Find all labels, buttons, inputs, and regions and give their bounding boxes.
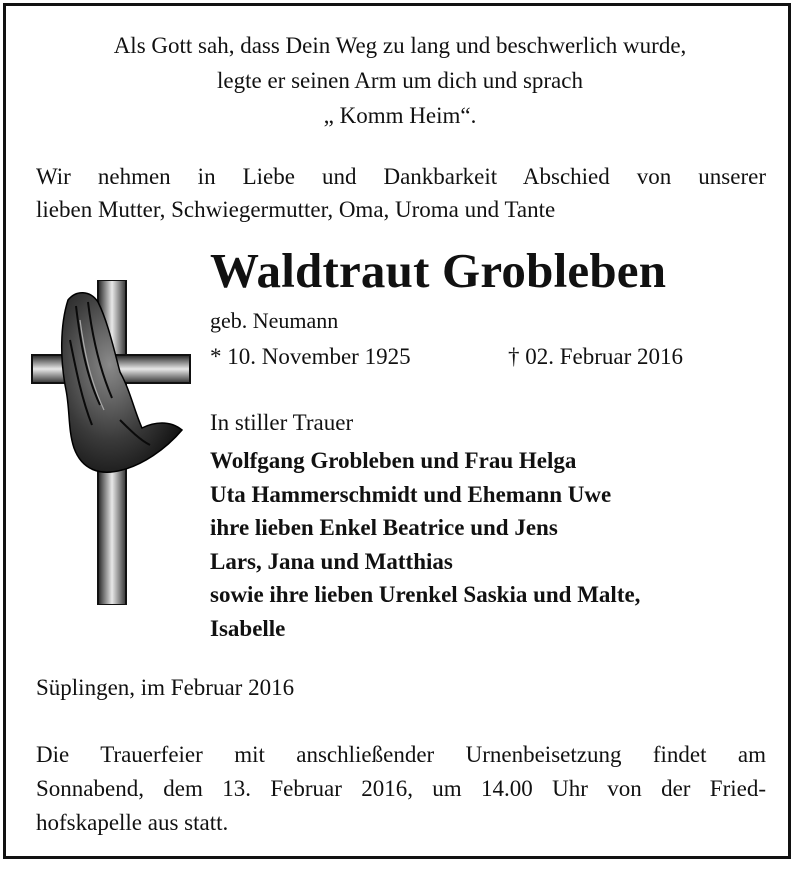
cross-with-praying-hands-icon xyxy=(30,280,195,605)
mourner-line: Uta Hammerschmidt und Ehemann Uwe xyxy=(210,481,612,507)
mourner-line: Wolfgang Grobleben und Frau Helga xyxy=(210,448,577,473)
mourner-line: Isabelle xyxy=(210,615,286,641)
funeral-line: Die Trauerfeier mit anschließender Urnenbeisetzung findet am xyxy=(36,742,766,767)
maiden-name: geb. Neumann xyxy=(210,308,339,333)
mourners-list xyxy=(210,444,640,645)
intro-text xyxy=(36,160,766,226)
intro-line: lieben Mutter, Schwiegermutter, Oma, Uroma und Tante xyxy=(36,197,556,222)
poem-line: legte er seinen Arm um dich und sprach xyxy=(217,68,583,93)
death-date: † 02. Februar 2016 xyxy=(508,344,684,369)
place-date: Süplingen, im Februar 2016 xyxy=(36,675,295,700)
birth-date: * 10. November 1925 xyxy=(210,344,411,369)
funeral-line: hofskapelle aus statt. xyxy=(36,810,229,835)
funeral-info xyxy=(36,738,766,840)
deceased-name: Waldtraut Grobleben xyxy=(210,243,667,298)
mourning-heading: In stiller Trauer xyxy=(210,410,354,435)
mourner-line: ihre lieben Enkel Beatrice und Jens xyxy=(210,515,558,540)
poem xyxy=(0,28,800,133)
mourner-line: sowie ihre lieben Urenkel Saskia und Malte, xyxy=(210,582,641,607)
intro-line: Wir nehmen in Liebe und Dankbarkeit Abschied von unserer xyxy=(36,164,766,189)
funeral-line: Sonnabend, dem 13. Februar 2016, um 14.00 Uhr von der Fried- xyxy=(36,776,766,801)
poem-line: Als Gott sah, dass Dein Weg zu lang und beschwerlich wurde, xyxy=(113,33,687,58)
mourner-line: Lars, Jana und Matthias xyxy=(210,548,453,574)
poem-line: „ Komm Heim“. xyxy=(323,103,477,128)
